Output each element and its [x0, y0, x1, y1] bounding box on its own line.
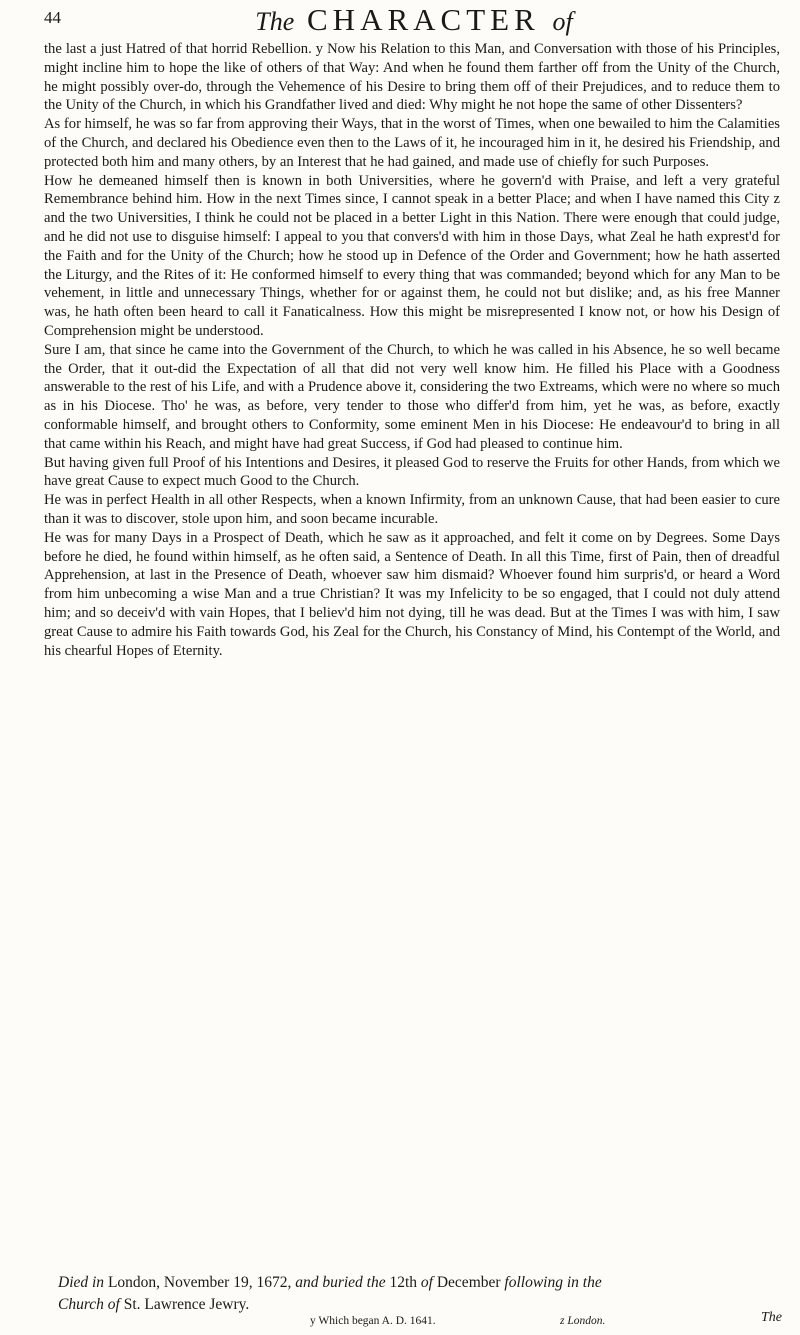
- church-name: St. Lawrence Jewry.: [123, 1296, 250, 1313]
- paragraph-6: He was in perfect Health in all other Respects, when a known Infirmity, from an unknown Cause, that had been easier to cure than it was to discover, stole upon him, and soon became incurable.: [44, 492, 780, 527]
- buried-text: and buried the: [295, 1274, 386, 1291]
- running-title-suffix: of: [552, 7, 573, 36]
- footnote-y: y Which began A. D. 1641.: [310, 1315, 436, 1327]
- died-in: Died in: [58, 1274, 105, 1291]
- paragraph-4: Sure I am, that since he came into the Government of the Church, to which he was called in his Absence, he so well became the Order, that it out-did the Expectation of all that did not very well know him. He filled his Place with a Goodness answerable to the rest of his Life, and with a Prudence above it, considering the two Extreams, which were no where so much as in his Diocese. Tho' he was, as before, very tender to those who differ'd from him, yet he was, as before, exactly conformable himself, and brought others to Conformity, some eminent Men in his Diocese: He endeavour'd to bring in all that came within his Reach, and might have had great Success, if God had pleased to continue him.: [44, 341, 780, 452]
- of-text: of: [420, 1274, 433, 1291]
- burial-day: 12th: [389, 1274, 418, 1291]
- paragraph-2: As for himself, he was so far from approving their Ways, that in the worst of Times, when one bewailed to him the Calamities of the Church, and declared his Obedience even then to the Laws of it, he incouraged him in it, he desired his Friendship, and protected both him and many others, by an Interest that he had gained, and made use of chiefly for such Purposes.: [44, 116, 780, 170]
- paragraph-3: How he demeaned himself then is known in both Universities, where he govern'd with Praise, and left a very grateful Remembrance behind him. How in the next Times since, I cannot speak in a better Place; and when I have named this City z and the two Universities, I think he could not be placed in a better Light in this Nation. There were enough that could judge, and he did not use to disguise himself: I appeal to you that convers'd with him in those Days, what Zeal he hath exprest'd for the Faith and for the Unity of the Church; how he stood up in Defence of the Order and Government; how he hath asserted the Liturgy, and the Rites of it: He conformed himself to every thing that was commanded; beyond which for any Man to be vehement, in little and unnecessary Things, whether for or against them, he could not but dislike; and, as his free Manner was, he hath often been heard to call it Fanaticalness. How this might be misrepresented I know not, or how his Design of Comprehension might be understood.: [44, 172, 780, 339]
- death-place: London,: [107, 1274, 161, 1291]
- page-number: 44: [44, 8, 61, 27]
- paragraph-1: the last a just Hatred of that horrid Rebellion. y Now his Relation to this Man, and Conversation with those of his Principles, might incline him to hope the like of others of that Way: And when he found them farther off from the Unity of the Church, he might possibly over-do, through the Vehemence of his Desire to bring them off of their Prejudices, and to reduce them to the Unity of the Church, in which his Grandfather lived and died: Why might he not hope the same of other Dissenters?: [44, 41, 780, 114]
- footnote-z: z London.: [560, 1315, 606, 1327]
- footnotes: [310, 1315, 780, 1327]
- burial-month: December: [436, 1274, 501, 1291]
- closing-note: [58, 1272, 788, 1316]
- following-text: following in the: [504, 1274, 602, 1291]
- church-of: Church of: [58, 1296, 120, 1313]
- running-title-word: CHARACTER: [307, 2, 540, 37]
- running-title-prefix: The: [255, 7, 295, 36]
- death-date: November 19, 1672,: [163, 1274, 292, 1291]
- catchword: The: [761, 1310, 782, 1325]
- paragraph-5: But having given full Proof of his Intentions and Desires, it pleased God to reserve the Fruits for other Hands, from which we have great Cause to expect much Good to the Church.: [44, 454, 780, 490]
- body-text: [44, 40, 780, 660]
- running-title: [44, 2, 784, 38]
- paragraph-7: He was for many Days in a Prospect of Death, which he saw as it approached, and felt it come on by Degrees. Some Days before he died, he found within himself, as he often said, a Sentence of Death. In all this Time, first of Pain, then of dreadful Apprehension, at last in the Presence of Death, whoever saw him dismaid? Whoever found him surpris'd, or heard a Word from him unbecoming a wise Man and a true Christian? It was my Infelicity to be so engaged, that I could not duly attend him; and so deceiv'd with vain Hopes, that I believ'd him not dying, till he was dead. But at the Times I was with him, I saw great Cause to admire his Faith towards God, his Zeal for the Church, his Constancy of Mind, his Contempt of the World, and his chearful Hopes of Eternity.: [44, 529, 780, 659]
